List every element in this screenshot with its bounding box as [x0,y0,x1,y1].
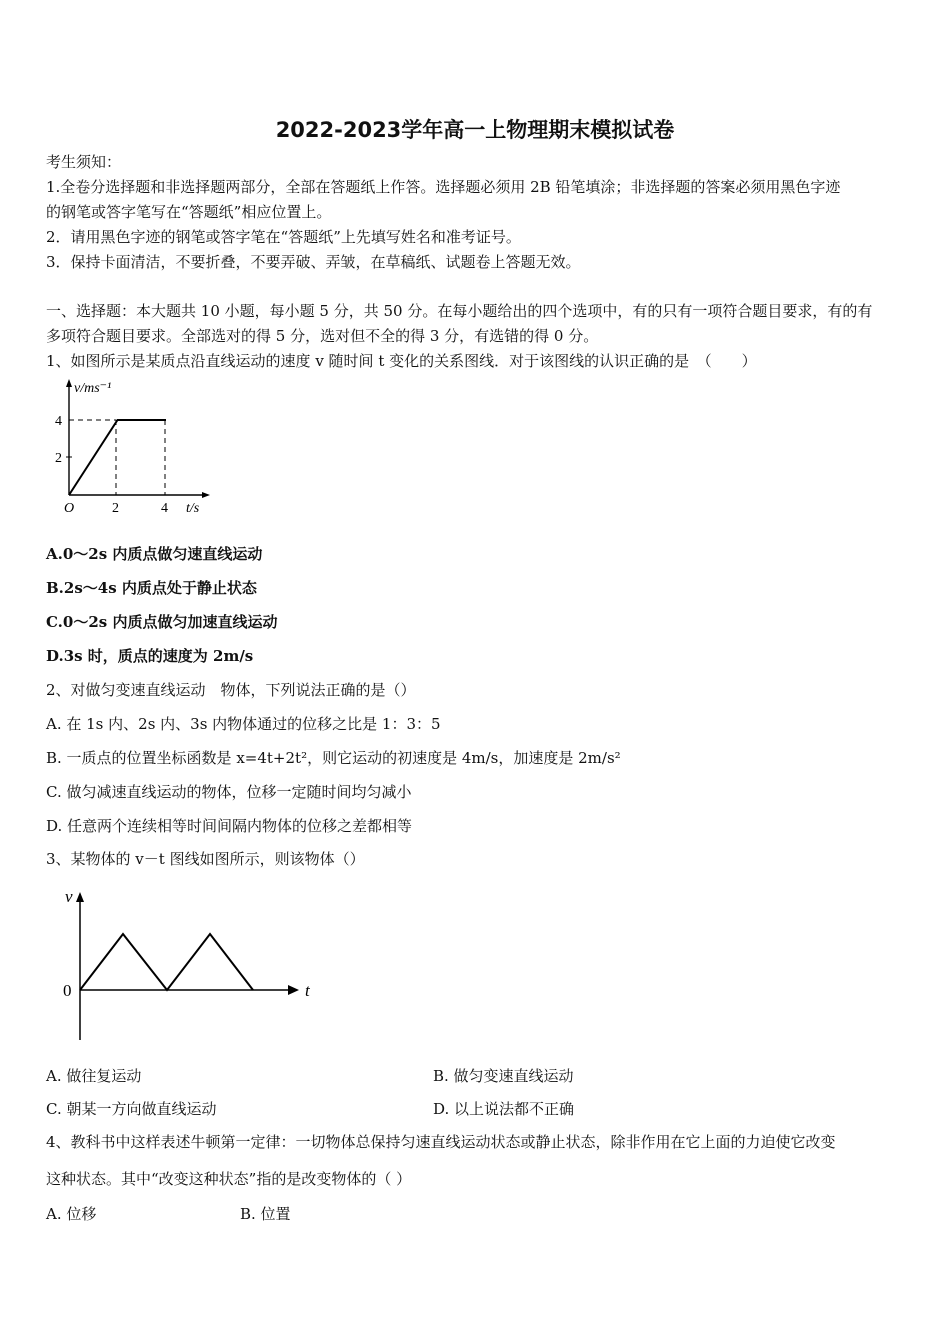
section-instructions: 一、选择题：本大题共 10 小题，每小题 5 分，共 50 分。在每小题给出的四个选项中，有的只有一项符合题目要求，有的有 [46,302,873,320]
notice-item-3: 3．保持卡面清洁，不要折叠，不要弄破、弄皱，在草稿纸、试题卷上答题无效。 [46,253,581,271]
q4-stem: 4、教科书中这样表述牛顿第一定律：一切物体总保持匀速直线运动状态或静止状态，除非作用在它上面的力迫使它改变 [46,1133,836,1151]
q3-ylabel: v [65,887,73,906]
q1-xtick-4: 4 [161,501,168,516]
q2-option-d: D. 任意两个连续相等时间间隔内物体的位移之差都相等 [46,817,413,835]
q1-option-c: C.0～2s 内质点做匀加速直线运动 [46,613,278,631]
q1-velocity-line [69,420,166,495]
notice-item-1: 1.全卷分选择题和非选择题两部分，全部在答题纸上作答。选择题必须用 2B 铅笔填涂；非选择题的答案必须用黑色字迹 [46,178,841,196]
notice-item-1-cont: 的钢笔或答字笔写在“答题纸”相应位置上。 [46,203,332,221]
q1-y-arrow [66,379,72,387]
q1-xtick-2: 2 [112,501,119,516]
q1-option-b: B.2s～4s 内质点处于静止状态 [46,579,257,597]
q4-option-a: A. 位移 [46,1205,97,1223]
q2-option-b: B. 一质点的位置坐标函数是 x=4t+2t²，则它运动的初速度是 4m/s，加速度是 2m/s² [46,749,621,767]
q4-stem-cont: 这种状态。其中“改变这种状态”指的是改变物体的（ ） [46,1170,412,1188]
q4-option-b: B. 位置 [240,1205,291,1223]
q3-option-c: C. 朝某一方向做直线运动 [46,1100,217,1118]
q3-triangle-wave [80,934,253,990]
notice-heading: 考生须知： [46,153,122,171]
q3-option-b: B. 做匀变速直线运动 [433,1067,574,1085]
q1-origin: O [64,501,75,516]
q3-option-d: D. 以上说法都不正确 [433,1100,575,1118]
q1-vt-graph [46,375,221,520]
q3-y-arrow [76,892,84,902]
q2-option-c: C. 做匀减速直线运动的物体，位移一定随时间均匀减小 [46,783,412,801]
q1-ylabel: v/ms⁻¹ [74,381,112,396]
q2-stem: 2、对做匀变速直线运动 物体，下列说法正确的是（） [46,681,416,699]
q3-x-arrow [288,985,299,995]
q3-vt-graph [55,880,325,1045]
q3-xlabel: t [305,981,310,1000]
q2-option-a: A. 在 1s 内、2s 内、3s 内物体通过的位移之比是 1：3：5 [46,715,441,733]
q1-stem: 1、如图所示是某质点沿直线运动的速度 v 随时间 t 变化的关系图线．对于该图线的认识正确的是 （ ） [46,352,757,370]
q3-option-a: A. 做往复运动 [46,1067,142,1085]
q1-ytick-4: 4 [55,414,62,429]
q3-origin: 0 [63,981,72,1000]
page-title: 2022-2023学年高一上物理期末模拟试卷 [275,118,675,142]
q1-x-arrow [202,492,210,498]
notice-item-2: 2．请用黑色字迹的钢笔或答字笔在“答题纸”上先填写姓名和准考证号。 [46,228,521,246]
q1-xlabel: t/s [186,501,200,516]
q1-ytick-2: 2 [55,451,62,466]
q1-option-d: D.3s 时，质点的速度为 2m/s [46,647,254,665]
section-instructions-cont: 多项符合题目要求。全部选对的得 5 分，选对但不全的得 3 分，有选错的得 0 分。 [46,327,599,345]
q3-stem: 3、某物体的 v－t 图线如图所示，则该物体（） [46,850,365,868]
q1-option-a: A.0～2s 内质点做匀速直线运动 [46,545,263,563]
